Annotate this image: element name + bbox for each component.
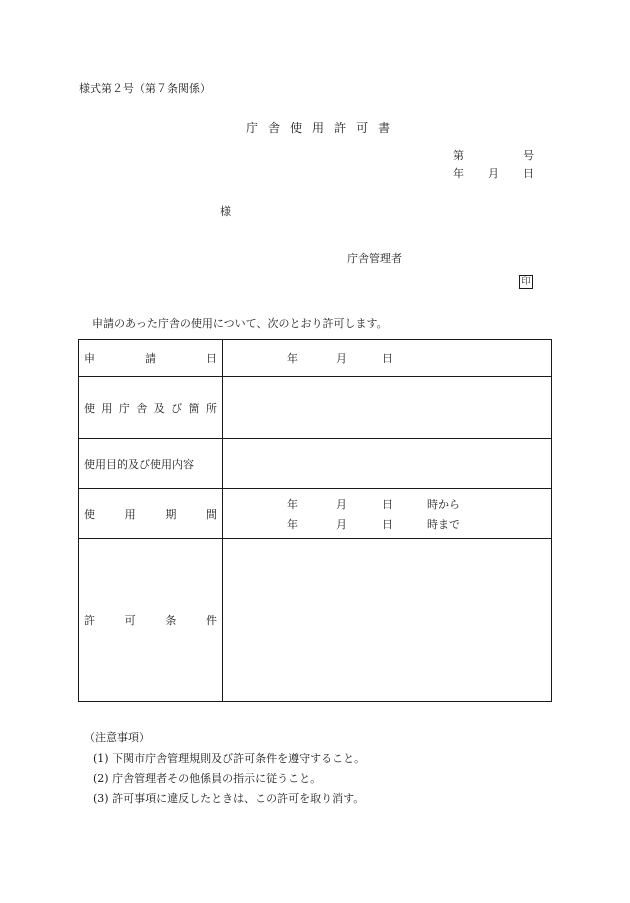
label-char: 間 — [205, 507, 217, 521]
label-char: 用 — [124, 507, 136, 521]
notes-heading: （注意事項） — [84, 731, 150, 744]
application-date-label — [79, 340, 223, 377]
period-label — [79, 489, 223, 539]
table-row-facility — [79, 377, 552, 439]
purpose-label: 使用目的及び使用内容 — [79, 439, 223, 489]
time-to: 時まで — [427, 517, 460, 531]
conditions-label — [79, 539, 223, 702]
note-item: (3) 許可事項に違反したときは、この許可を取り消す。 — [93, 792, 365, 805]
label-char: 条 — [165, 614, 177, 627]
title-char: 用 — [312, 121, 325, 135]
number-suffix: 号 — [523, 149, 534, 162]
label-char: 使 — [84, 401, 95, 415]
application-date-value — [223, 340, 552, 377]
facility-value — [223, 377, 552, 439]
note-item: (1) 下関市庁舎管理規則及び許可条件を遵守すること。 — [93, 752, 366, 765]
title-char: 書 — [378, 121, 391, 135]
month-unit: 月 — [336, 517, 347, 531]
facility-label — [79, 377, 223, 439]
label-char: 箇 — [188, 401, 200, 415]
label-char: 許 — [84, 614, 95, 627]
table-row-conditions — [79, 539, 552, 702]
period-from — [223, 496, 551, 512]
year-unit: 年 — [287, 497, 298, 511]
label-char: 件 — [205, 614, 217, 627]
table-row-period — [79, 489, 552, 539]
label-char: 申 — [84, 352, 95, 365]
day-unit: 日 — [382, 352, 393, 365]
month-unit: 月 — [336, 352, 347, 365]
month-unit: 月 — [336, 497, 347, 511]
label-char: 使 — [84, 507, 95, 521]
time-from: 時から — [427, 497, 460, 511]
issue-date-day: 日 — [523, 167, 534, 180]
label-char: 所 — [205, 401, 217, 415]
purpose-value — [223, 439, 552, 489]
addressee-suffix: 様 — [220, 205, 231, 218]
label-char: 用 — [101, 401, 113, 415]
label-char: 可 — [124, 614, 136, 627]
intro-text: 申請のあった庁舎の使用について、次のとおり許可します。 — [92, 317, 388, 330]
period-to — [223, 516, 551, 532]
label-char: 庁 — [118, 401, 130, 415]
label-char: 及 — [153, 401, 165, 415]
issue-date-year: 年 — [453, 167, 464, 180]
number-prefix: 第 — [453, 149, 464, 162]
label-char: 日 — [206, 352, 217, 365]
title-char: 使 — [290, 121, 303, 135]
note-item: (2) 庁舎管理者その他係員の指示に従うこと。 — [93, 772, 322, 785]
permit-table — [78, 339, 552, 702]
title-char: 舎 — [268, 121, 281, 135]
document-title — [246, 119, 400, 136]
table-row-purpose — [79, 439, 552, 489]
label-char: 舎 — [136, 401, 148, 415]
period-value — [223, 489, 552, 539]
day-unit: 日 — [382, 517, 393, 531]
label-char: び — [171, 401, 183, 415]
conditions-value — [223, 539, 552, 702]
title-char: 庁 — [246, 121, 259, 135]
issue-date-month: 月 — [488, 167, 499, 180]
year-unit: 年 — [287, 517, 298, 531]
label-char: 請 — [145, 352, 156, 365]
title-char: 許 — [334, 121, 347, 135]
day-unit: 日 — [382, 497, 393, 511]
issuer-title: 庁舎管理者 — [347, 252, 402, 265]
form-number: 様式第２号（第７条関係） — [79, 82, 211, 95]
year-unit: 年 — [287, 352, 298, 365]
title-char: 可 — [356, 121, 369, 135]
label-char: 期 — [165, 507, 177, 521]
table-row-application-date — [79, 340, 552, 377]
seal-mark: 印 — [519, 275, 533, 289]
